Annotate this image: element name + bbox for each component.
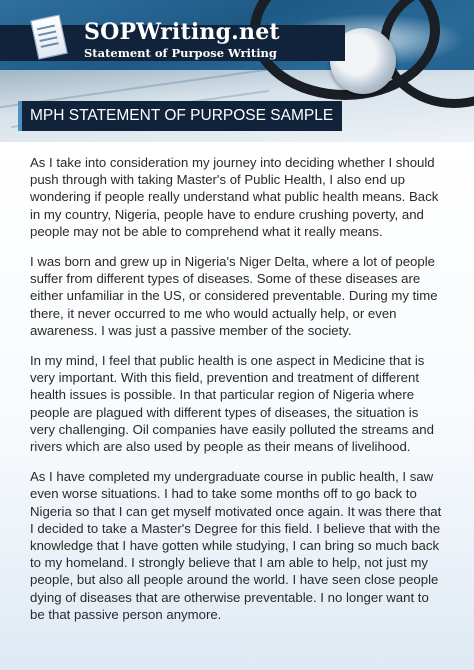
page-title: MPH STATEMENT OF PURPOSE SAMPLE (30, 107, 334, 124)
brand-name: SOPWriting.net (84, 19, 280, 45)
paragraph: As I take into consideration my journey into deciding whether I should push through with taking Master's of Public Health, I also end up wondering if people really understand what public health means. Back in my country, Nigeria, people have to endure crushing poverty, and people may not be able to comprehend what it really means. (30, 155, 439, 239)
paragraph: In my mind, I feel that public health is one aspect in Medicine that is very important. With this field, prevention and treatment of different health issues is possible. In that particular region of Nigeria where people are plagued with different types of diseases, the situation is very challenging. Oil companies have easily polluted the streams and rivers which are also used by people as their means of livelihood. (30, 353, 434, 455)
essay-body (30, 154, 444, 636)
paragraph: I was born and grew up in Nigeria's Niger Delta, where a lot of people suffer from different types of diseases. Some of these diseases are either unfamiliar in the US, or considered preventable. During my time there, it never occurred to me who would actually help, or even awareness. I was just a passive member of the society. (30, 254, 438, 338)
title-band (18, 101, 342, 131)
paragraph: As I have completed my undergraduate course in public health, I saw even worse situations. I had to take some months off to go back to Nigeria so that I can get myself motivated once again. It was there that I decided to take a Master's Degree for this field. I believe that with the knowledge that I have gotten while studying, I can bring so much back to my homeland. I strongly believe that I am able to help, not just my people, but also all people around the world. I have seen close people dying of diseases that are otherwise preventable. I no longer want to be that passive person anymore. (30, 469, 442, 622)
brand-tagline: Statement of Purpose Writing (84, 46, 277, 60)
header-banner (0, 0, 474, 142)
